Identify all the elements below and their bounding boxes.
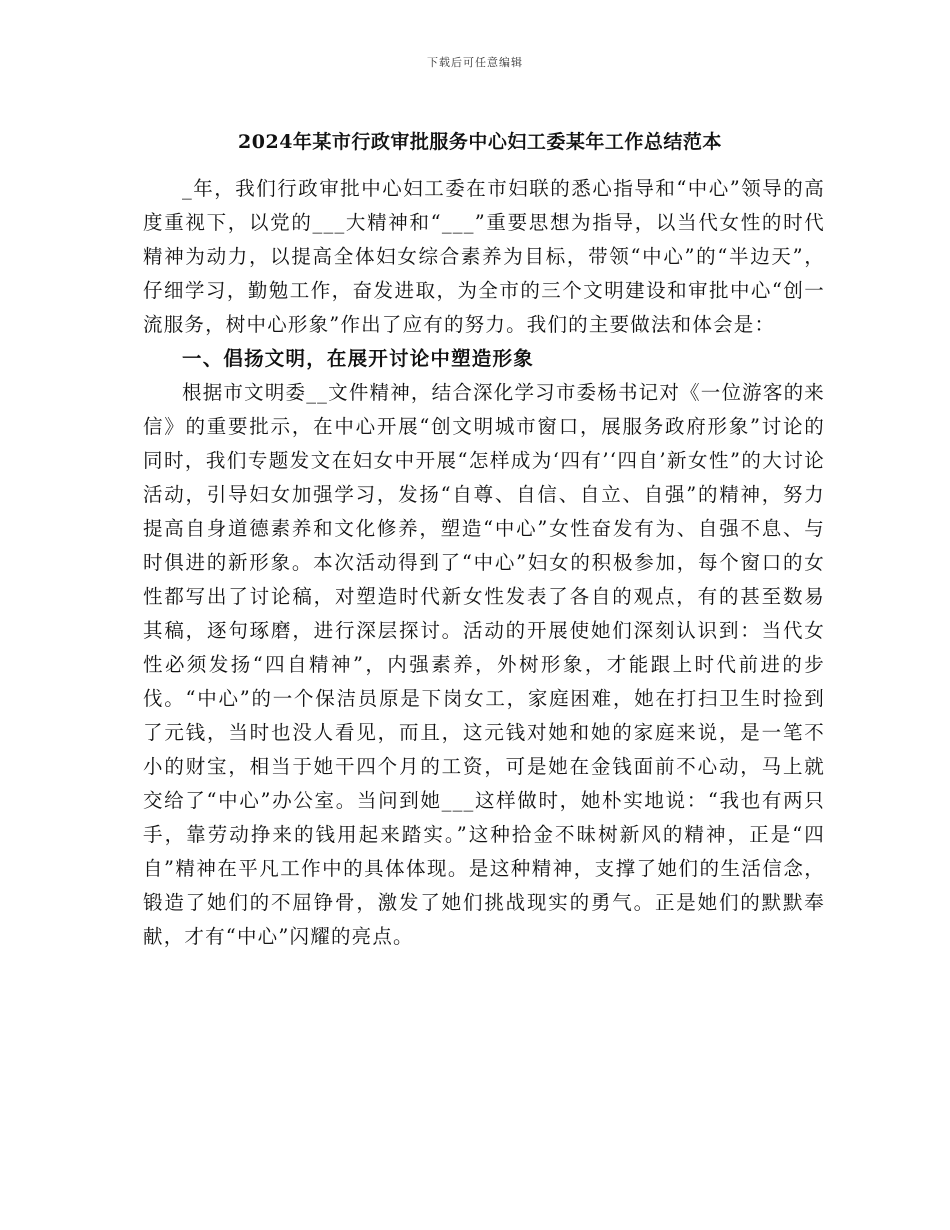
- intro-paragraph: _年，我们行政审批中心妇工委在市妇联的悉心指导和“中心”领导的高度重视下，以党的___大精神和“___”重要思想为指导，以当代女性的时代精神为动力，以提高全体妇女综合素养为目标，带领“中心”的“半边天”，仔细学习，勤勉工作，奋发进取，为全市的三个文明建设和审批中心“创一流服务，树中心形象”作出了应有的努力。我们的主要做法和体会是：: [143, 177, 825, 336]
- page-header-note: 下载后可任意编辑: [427, 56, 523, 69]
- document-body: [143, 172, 825, 954]
- section-paragraph: 根据市文明委__文件精神，结合深化学习市委杨书记对《一位游客的来信》的重要批示，在中心开展“创文明城市窗口，展服务政府形象”讨论的同时，我们专题发文在妇女中开展“怎样成为‘四有’‘四自’新女性”的大讨论活动，引导妇女加强学习，发扬“自尊、自信、自立、自强”的精神，努力提高自身道德素养和文化修养，塑造“中心”女性奋发有为、自强不息、与时俱进的新形象。本次活动得到了“中心”妇女的积极参加，每个窗口的女性都写出了讨论稿，对塑造时代新女性发表了各自的观点，有的甚至数易其稿，逐句琢磨，进行深层探讨。活动的开展使她们深刻认识到：当代女性必须发扬“四自精神”，内强素养，外树形象，才能跟上时代前进的步伐。“中心”的一个保洁员原是下岗女工，家庭困难，她在打扫卫生时捡到了元钱，当时也没人看见，而且，这元钱对她和她的家庭来说，是一笔不小的财宝，相当于她干四个月的工资，可是她在金钱面前不心动，马上就交给了“中心”办公室。当问到她___这样做时，她朴实地说：“我也有两只手，靠劳动挣来的钱用起来踏实。”这种拾金不昧树新风的精神，正是“四自”精神在平凡工作中的具体体现。是这种精神，支撑了她们的生活信念，锻造了她们的不屈铮骨，激发了她们挑战现实的勇气。正是她们的默默奉献，才有“中心”闪耀的亮点。: [143, 381, 825, 948]
- document-title: 2024年某市行政审批服务中心妇工委某年工作总结范本: [238, 131, 722, 153]
- section-heading: 一、倡扬文明，在展开讨论中塑造形象: [182, 347, 534, 370]
